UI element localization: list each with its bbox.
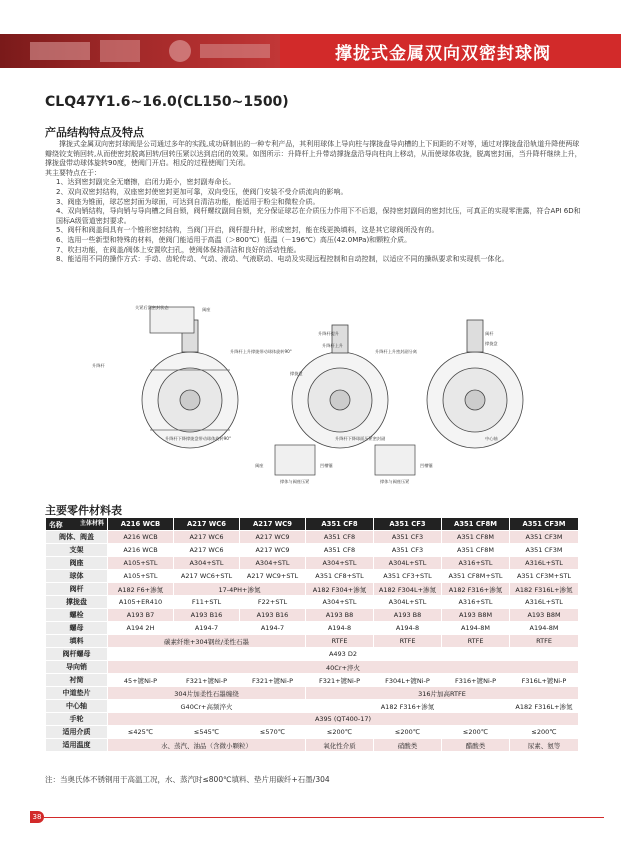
table-cell: A351 CF8M [442,531,510,544]
table-cell: ≤425℃ [108,726,174,739]
table-cell: A193 B16 [174,609,240,622]
table-cell: A105+STL [108,557,174,570]
table-cell: A182 F316L+渗氮 [510,583,579,596]
table-cell: F321+镀Ni-P [306,674,374,687]
diagram-label: 升降杆下降球面压紧密封副 [335,436,386,441]
table-cell: F316L+镀Ni-P [510,674,579,687]
table-cell: A316L+STL [510,557,579,570]
table-cell: A193 B8M [442,609,510,622]
corner-bottom-label: 名称 [49,521,63,529]
table-cell: A193 B8 [306,609,374,622]
feature-item: 5、阀杆和阀盖间具有一个锥形密封结构，当阀门开启，阀杆提升时，形成密封，能在线更换填料，这是其它球阀所没有的。 [56,226,439,235]
row-header: 螺母 [46,622,108,635]
row-header: 阀体、阀盖 [46,531,108,544]
valve-closed-view [142,320,238,448]
table-cell: A193 B7 [108,609,174,622]
row-header: 阀杆 [46,583,108,596]
table-cell: A182 F316+渗氮 [442,583,510,596]
row-header: 撑拢盘 [46,596,108,609]
table-row [46,557,579,570]
table-cell: 醋酸类 [442,739,510,752]
table-cell: A304+STL [306,596,374,609]
intro-paragraph: 撑拢式金属双向密封球阀是公司通过多年的实践,成功研制出的一种专利产品，其利用球体上导向柱与撑拢盘导向槽的上下间距的不对等，通过对撑拢盘沿轨道升降使两球瓣绕铰支销回转,从而使密封脱离回转/回转压紧以达到启闭的效果。如图所示：升降杆上升带动撑拢盘沿导向柱向上移动，从而使球体收拢，脱离密封面，当升降杆继续上升，撑拢盘带动球体旋转90度，使阀门开启。相反的过程使阀门关闭。 [45,140,582,168]
table-cell: ≤200℃ [442,726,510,739]
table-cell: A182 F316L+渗氮 [510,700,579,713]
diagram-label: 撑拢盘 [485,341,498,346]
table-cell: F321+镀Ni-P [174,674,240,687]
table-cell: A493 D2 [108,648,579,661]
row-header: 螺栓 [46,609,108,622]
diagram-label: 升降杆上升 [322,343,343,348]
table-row [46,700,579,713]
diagram-label: 关紧后窝密封状态 [135,305,169,310]
diagram-label: 升降杆提升 [318,331,339,336]
row-header: 支架 [46,544,108,557]
table-cell: ≤200℃ [510,726,579,739]
diagram-label: 升降杆下降撑拢盘带动球体旋转90° [165,436,232,441]
column-header: A351 CF8M [442,518,510,531]
table-cell: A216 WCB [108,544,174,557]
table-cell: A216 WCB [108,531,174,544]
feature-item: 8、能适用不同的操作方式：手动、齿轮传动、气动、液动、气液联动、电动及实现远程控制和自动控制，以适应不同的操纵要求和实现机一体化。 [56,255,509,264]
diagram-label: 阀杆 [485,331,494,336]
table-cell: A194-7 [240,622,306,635]
table-cell: A351 CF8M+STL [442,570,510,583]
table-cell: A217 WC9 [240,544,306,557]
table-cell: A217 WC9+STL [240,570,306,583]
table-cell: A182 F304+渗氮 [306,583,374,596]
model-number: CLQ47Y1.6~16.0(CL150~1500) [45,94,289,110]
diagram-label: 阀座 [255,463,264,468]
table-cell: A351 CF3M [510,544,579,557]
table-row [46,713,579,726]
table-cell: A351 CF3M+STL [510,570,579,583]
diagram-label: 阀座 [202,307,211,312]
table-body [46,531,579,752]
table-cell: 硝酸类 [374,739,442,752]
materials-table-title: 主要零件材料表 [45,504,122,517]
feature-item: 6、选用一些新型和特殊的材料，使阀门能适用于高温（＞800℃）低温（－196℃）高压(42.0MPa)和颗粒介质。 [56,235,412,244]
detail-inset-seal [150,307,194,333]
table-cell: A182 F6+渗氮 [108,583,174,596]
column-header: A216 WCB [108,518,174,531]
table-cell: A316+STL [442,557,510,570]
table-cell: A182 F316+渗氮 [306,700,510,713]
table-cell: A351 CF3 [374,544,442,557]
diagram-label: 撑拢盘 [290,371,303,376]
table-cell: RTFE [442,635,510,648]
table-cell: A351 CF8+STL [306,570,374,583]
table-row [46,570,579,583]
column-header: A351 CF3M [510,518,579,531]
diagram-label: 凹槽镶 [420,463,433,468]
table-cell: 水、蒸汽、油品（含微小颗粒） [108,739,306,752]
table-cell: 304片加柔性石墨缠绕 [108,687,306,700]
column-header: A351 CF3 [374,518,442,531]
table-cell: G40Cr+高频淬火 [108,700,306,713]
header-banner [0,34,621,68]
row-header: 球体 [46,570,108,583]
detail-inset-seat [275,445,315,475]
table-cell: ≤200℃ [306,726,374,739]
materials-table [45,517,578,752]
diagram-label: 升降杆上升密封副分离 [375,349,417,354]
table-cell: A105+STL [108,570,174,583]
table-cell: A351 CF8 [306,544,374,557]
table-cell: F11+STL [174,596,240,609]
table-cell: A194-8M [510,622,579,635]
table-cell: A351 CF3+STL [374,570,442,583]
table-corner-cell [46,518,108,531]
table-cell: A316+STL [442,596,510,609]
table-cell: RTFE [374,635,442,648]
table-cell: A351 CF8 [306,531,374,544]
table-cell: RTFE [510,635,579,648]
table-cell: A304L+STL [374,557,442,570]
table-cell: A193 B8M [510,609,579,622]
diagram-label: 中心轴 [485,436,498,441]
row-header: 填料 [46,635,108,648]
table-cell: A217 WC6+STL [174,570,240,583]
row-header: 导向销 [46,661,108,674]
table-cell: A194-8M [442,622,510,635]
table-cell: A193 B8 [374,609,442,622]
row-header: 适用温度 [46,739,108,752]
table-row [46,687,579,700]
feature-item: 2、双向双密封结构，双座密封使密封更加可靠，双向受压，使阀门安装不受介质流向的影响。 [56,187,348,196]
diagram-label: 凹槽镶 [320,463,333,468]
table-row [46,622,579,635]
table-cell: 45+镀Ni-P [108,674,174,687]
diagram-label: 升降杆上升撑拢带动球体旋转90° [230,349,292,354]
page-number: 38 [30,811,44,823]
table-cell: A304L+STL [374,596,442,609]
table-cell: F22+STL [240,596,306,609]
feature-item: 7、吹扫功能，在阀盖/阀体上安置吹扫孔，使阀体保持清洁和良好的活动性能。 [56,245,301,254]
table-row [46,726,579,739]
table-cell: A395 (QT400-17) [108,713,579,726]
table-row [46,544,579,557]
table-cell: ≤200℃ [374,726,442,739]
table-cell: A194 2H [108,622,174,635]
table-cell: A217 WC6 [174,531,240,544]
table-cell: 40Cr+淬火 [108,661,579,674]
table-row [46,661,579,674]
diagram-label: 撑体与阀座压紧 [280,479,310,484]
valve-open-view [427,320,523,448]
column-header: A217 WC9 [240,518,306,531]
column-header: A217 WC6 [174,518,240,531]
table-cell: A351 CF3 [374,531,442,544]
table-cell: 碳素纤维+304钢丝/柔性石墨 [108,635,306,648]
column-header: A351 CF8 [306,518,374,531]
table-cell: ≤570℃ [240,726,306,739]
row-header: 阀座 [46,557,108,570]
table-cell: A194-7 [174,622,240,635]
feature-item: 3、阀座为锥面，球芯密封面为球面，可达到自清洁功能，能适用于粉尘和微粒介质。 [56,197,320,206]
table-cell: A217 WC9 [240,531,306,544]
row-header: 适用介质 [46,726,108,739]
table-cell: 尿素、氨等 [510,739,579,752]
footer-rule [44,817,604,818]
footnote: 注：当奥氏体不锈钢用于高温工况，水、蒸汽时≤800℃填料、垫片用碳纤+石墨/304 [45,775,330,784]
table-cell: 316片加高RTFE [306,687,579,700]
table-cell: A194-8 [306,622,374,635]
table-cell: A182 F304L+渗氮 [374,583,442,596]
table-row [46,739,579,752]
diagram-label: 升降杆 [92,363,105,368]
table-cell: A194-8 [374,622,442,635]
table-cell: F316+镀Ni-P [442,674,510,687]
table-row [46,635,579,648]
intro-text [45,140,585,265]
table-header-row [46,518,579,531]
table-row [46,609,579,622]
table-row [46,583,579,596]
table-cell: ≤545℃ [174,726,240,739]
intro-features-lead: 其主要特点在于： [45,168,101,177]
table-cell: RTFE [306,635,374,648]
table-cell: A351 CF8M [442,544,510,557]
table-cell: A351 CF3M [510,531,579,544]
table-cell: 17-4PH+渗氮 [174,583,306,596]
table-row [46,596,579,609]
row-header: 衬简 [46,674,108,687]
detail-inset-seat-2 [375,445,415,475]
diagram-label: 撑体与阀座压紧 [380,479,410,484]
table-cell: A304+STL [174,557,240,570]
table-cell: A217 WC6 [174,544,240,557]
feature-item: 4、双向销结构，导向销与导向槽之间自锁，阀杆螺纹副间自锁，充分保证球芯在介质压力作用下不后退，保持密封副间的密封比压，可真正的实现零泄露，符合API 6D和国标A级管道密封要求。 [56,207,581,225]
table-cell: F304L+镀Ni-P [374,674,442,687]
table-cell: 氧化性介质 [306,739,374,752]
table-row [46,674,579,687]
table-row [46,531,579,544]
table-cell: A304+STL [306,557,374,570]
valve-operation-diagram [90,305,570,490]
table-cell: A316L+STL [510,596,579,609]
page-title: 撑拢式金属双向双密封球阀 [335,44,551,64]
row-header: 手轮 [46,713,108,726]
table-row [46,648,579,661]
feature-item: 1、达到密封副完全无磨擦，启闭力距小，密封副寿命长。 [56,178,236,187]
table-cell: A105+ER410 [108,596,174,609]
row-header: 中道垫片 [46,687,108,700]
table-cell: A304+STL [240,557,306,570]
banner-valve-image [30,38,280,64]
intro-heading: 产品结构特点及特点 [45,126,144,139]
row-header: 中心轴 [46,700,108,713]
table-cell: F321+镀Ni-P [240,674,306,687]
table-cell: A193 B16 [240,609,306,622]
row-header: 阀杆螺母 [46,648,108,661]
corner-top-label: 主体材料 [79,520,104,527]
